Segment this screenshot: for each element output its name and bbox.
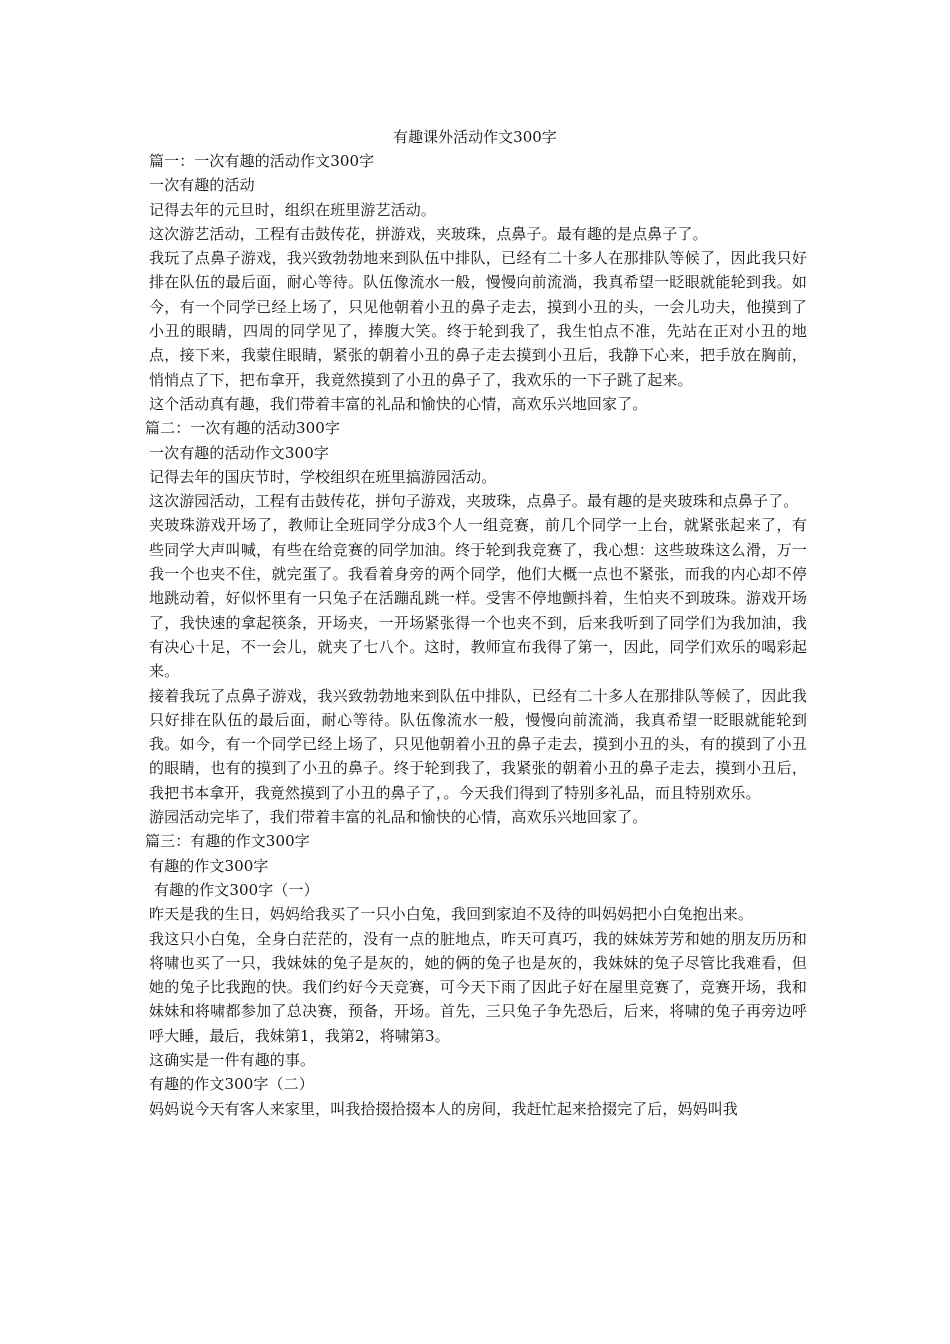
paragraph: 这个活动真有趣，我们带着丰富的礼品和愉快的心情，高欢乐兴地回家了。 [149,394,648,413]
document-body [145,149,807,1121]
document-title: 有趣课外活动作文300字 [393,128,557,146]
paragraph: 记得去年的元旦时，组织在班里游艺活动。 [149,200,436,219]
paragraph: 接着我玩了点鼻子游戏，我兴致勃勃地来到队伍中排队，已经有二十多人在那排队等候了，因此我只好排在队伍的最后面，耐心等待。队伍像流水一般，慢慢向前流淌，我真希望一眨眼就能轮到我。如今，有一个同学已经上场了，只见他朝着小丑的鼻子走去，摸到小丑的头，有的摸到了小丑的眼睛，也有的摸到了小丑的鼻子。终于轮到我了，我紧张的朝着小丑的鼻子走去，摸到小丑后，我把书本拿开，我竟然摸到了小丑的鼻子了，。今天我们得到了特别多礼品，而且特别欢乐。 [149,686,807,802]
subheading: 有趣的作文300字（一） [149,880,319,899]
subheading: 一次有趣的活动作文300字 [149,443,329,462]
subheading: 有趣的作文300字 [149,856,269,875]
section-heading-1: 篇一：一次有趣的活动作文300字 [149,152,375,170]
paragraph: 这次游艺活动，工程有击鼓传花，拼游戏，夹玻珠，点鼻子。最有趣的是点鼻子了。 [149,224,708,243]
section-heading-3: 篇三：有趣的作文300字 [145,832,310,851]
paragraph: 游园活动完毕了，我们带着丰富的礼品和愉快的心情，高欢乐兴地回家了。 [149,808,648,827]
paragraph: 记得去年的国庆节时，学校组织在班里搞游园活动。 [149,467,497,486]
paragraph: 我这只小白兔，全身白茫茫的，没有一点的脏地点，昨天可真巧，我的妹妹芳芳和她的朋友历历和将啸也买了一只，我妹妹的兔子是灰的，她的俩的兔子也是灰的，我妹妹的兔子尽管比我难看，但她的兔子比我跑的快。我们约好今天竞赛，可今天下雨了因此子好在屋里竞赛了，竞赛开场，我和妹妹和将啸都参加了总决赛，预备，开场。首先，三只兔子争先恐后，后来，将啸的兔子再旁边呼呼大睡，最后，我妹第1，我第2，将啸第3。 [149,929,807,1045]
paragraph: 妈妈说今天有客人来家里，叫我拾掇拾掇本人的房间，我赶忙起来拾掇完了后，妈妈叫我 [149,1099,738,1118]
paragraph: 夹玻珠游戏开场了，教师让全班同学分成3个人一组竞赛，前几个同学一上台，就紧张起来了，有些同学大声叫喊，有些在给竞赛的同学加油。终于轮到我竞赛了，我心想：这些玻珠这么滑，万一我一个也夹不住，就完蛋了。我看着身旁的两个同学，他们大概一点也不紧张，而我的内心却不停地跳动着，好似怀里有一只兔子在活蹦乱跳一样。受害不停地颤抖着，生怕夹不到玻珠。游戏开场了，我快速的拿起筷条，开场夹，一开场紧张得一个也夹不到，后来我听到了同学们为我加油，我有决心十足，不一会儿，就夹了七八个。这时，教师宣布我得了第一，因此，同学们欢乐的喝彩起来。 [149,516,807,681]
paragraph: 这确实是一件有趣的事。 [149,1050,316,1069]
section-heading-2: 篇二：一次有趣的活动300字 [145,419,341,438]
paragraph: 这次游园活动，工程有击鼓传花，拼句子游戏，夹玻珠，点鼻子。最有趣的是夹玻珠和点鼻子了。 [149,492,799,511]
paragraph: 昨天是我的生日，妈妈给我买了一只小白兔，我回到家迫不及待的叫妈妈把小白兔抱出来。 [149,905,754,924]
subheading: 一次有趣的活动 [149,176,255,195]
subheading: 有趣的作文300字（二） [149,1075,314,1094]
paragraph: 我玩了点鼻子游戏，我兴致勃勃地来到队伍中排队，已经有二十多人在那排队等候了，因此我只好排在队伍的最后面，耐心等待。队伍像流水一般，慢慢向前流淌，我真希望一眨眼就能轮到我。如今，有一个同学已经上场了，只见他朝着小丑的鼻子走去，摸到小丑的头，一会儿功夫，他摸到了小丑的眼睛，四周的同学见了，捧腹大笑。终于轮到我了，我生怕点不准，先站在正对小丑的地点，接下来，我蒙住眼睛，紧张的朝着小丑的鼻子走去摸到小丑后，我静下心来，把手放在胸前，悄悄点了下，把布拿开，我竟然摸到了小丑的鼻子了，我欢乐的一下子跳了起来。 [149,249,807,389]
